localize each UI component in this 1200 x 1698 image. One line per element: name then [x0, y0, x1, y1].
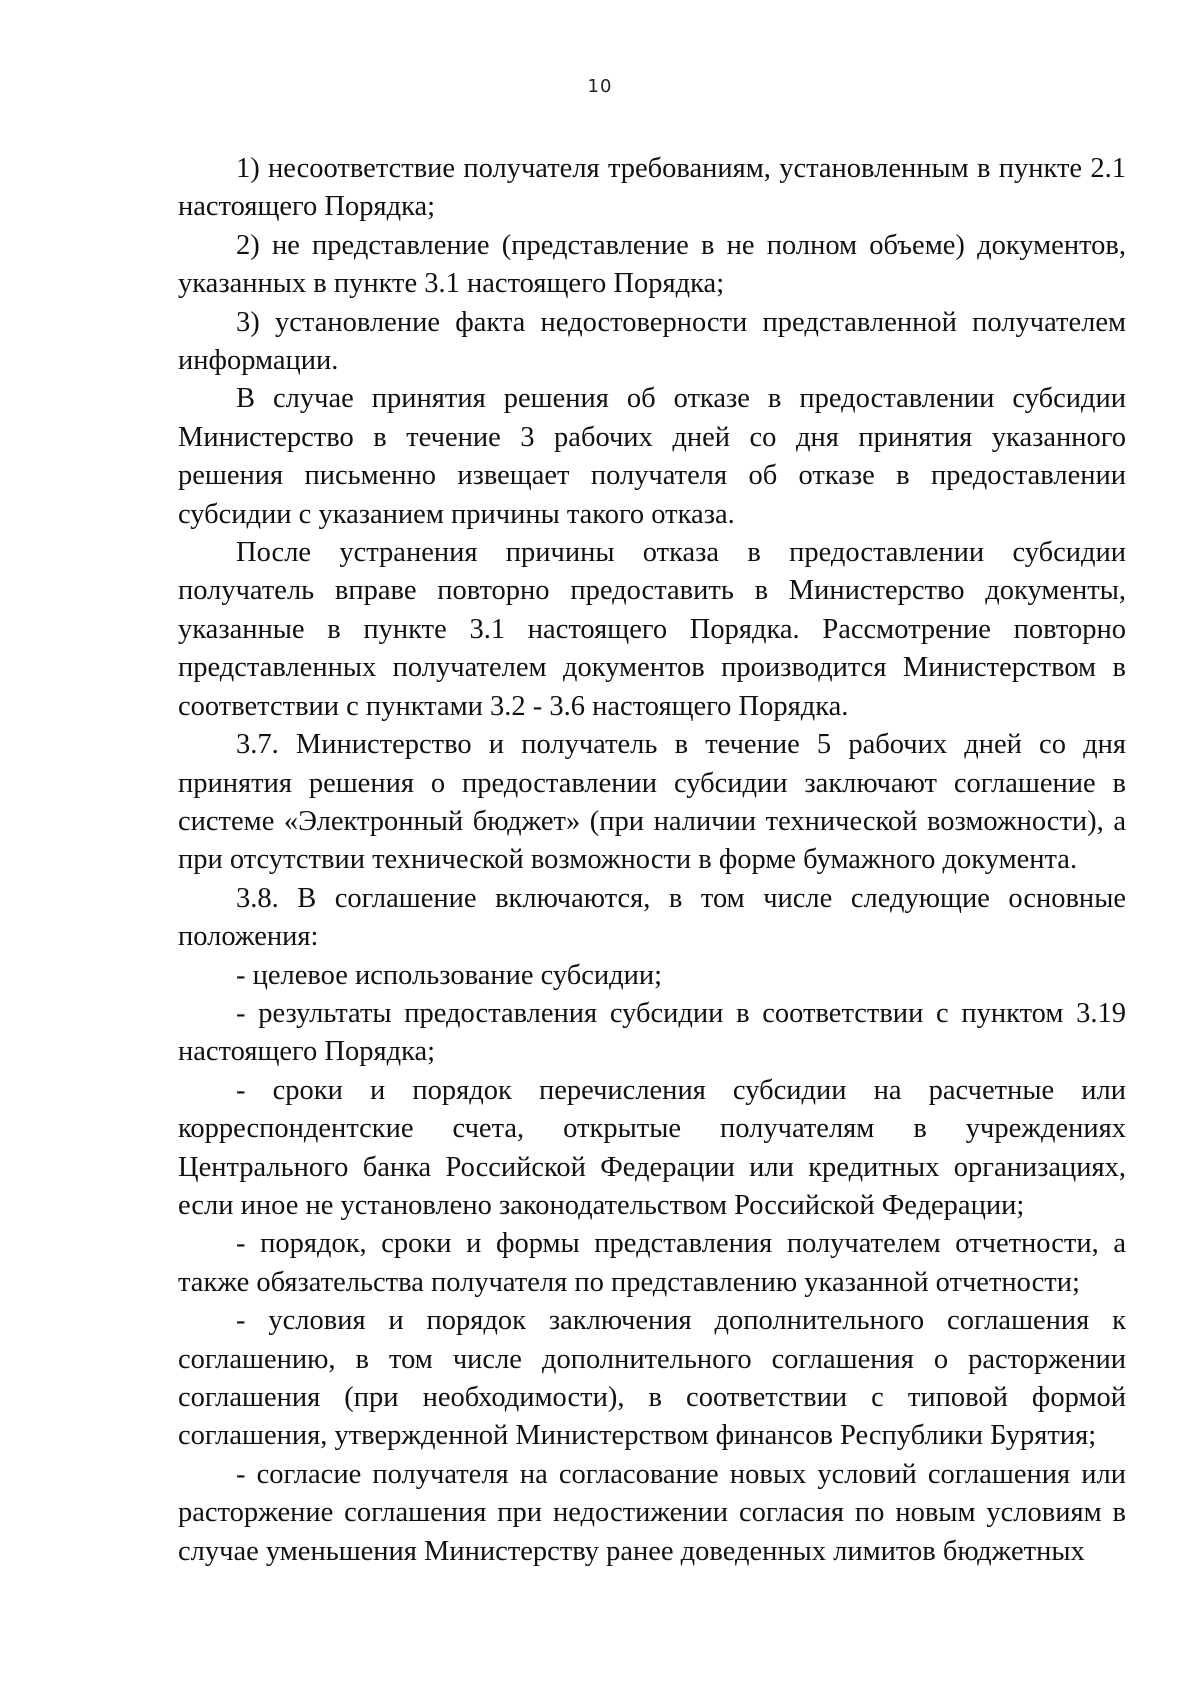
paragraph-item-1: 1) несоответствие получателя требованиям, установленным в пункте 2.1 настоящего Порядка;	[178, 153, 1126, 223]
list-item-reporting: - порядок, сроки и формы представления получателем отчетности, а также обязательства получателя по представлению указанной отчетности;	[178, 1228, 1126, 1298]
paragraph-resubmission: После устранения причины отказа в предоставлении субсидии получатель вправе повторно предоставить в Министерство документы, указанные в пункте 3.1 настоящего Порядка. Рассмотрение повторно представленных получателем документов производится Министерством в соответствии с пунктами 3.2 - 3.6 настоящего Порядка.	[178, 537, 1126, 722]
paragraph-refusal-notice: В случае принятия решения об отказе в предоставлении субсидии Министерство в течение 3 рабочих дней со дня принятия указанного решения письменно извещает получателя об отказе в предоставлении субсидии с указанием причины такого отказа.	[178, 383, 1126, 530]
list-item-additional-agreement: - условия и порядок заключения дополнительного соглашения к соглашению, в том числе дополнительного соглашения о расторжении соглашения (при необходимости), в соответствии с типовой формой соглашения, утвержденной Министерством финансов Республики Бурятия;	[178, 1305, 1126, 1452]
list-item-results: - результаты предоставления субсидии в соответствии с пунктом 3.19 настоящего Порядка;	[178, 997, 1126, 1068]
paragraph-3-8: 3.8. В соглашение включаются, в том числе следующие основные положения:	[178, 882, 1126, 953]
list-item-target-use: - целевое использование субсидии;	[236, 959, 663, 991]
document-body	[178, 150, 1126, 1571]
list-item-transfer-terms: - сроки и порядок перечисления субсидии на расчетные или корреспондентские счета, открытые получателям в учреждениях Центрального банка Российской Федерации или кредитных организациях, если иное не установлено законодательством Российской Федерации;	[178, 1074, 1126, 1221]
paragraph-item-3: 3) установление факта недостоверности представленной получателем информации.	[178, 306, 1126, 377]
page-number: 10	[587, 76, 613, 97]
list-item-consent: - согласие получателя на согласование новых условий соглашения или расторжение соглашения при недостижении согласия по новым условиям в случае уменьшения Министерству ранее доведенных лимитов бюджетных	[178, 1458, 1126, 1567]
paragraph-3-7: 3.7. Министерство и получатель в течение 5 рабочих дней со дня принятия решения о предоставлении субсидии заключают соглашение в системе «Электронный бюджет» (при наличии технической возможности), а при отсутствии технической возможности в форме бумажного документа.	[178, 729, 1126, 876]
paragraph-item-2: 2) не представление (представление в не полном объеме) документов, указанных в пункте 3.1 настоящего Порядка;	[178, 229, 1126, 300]
